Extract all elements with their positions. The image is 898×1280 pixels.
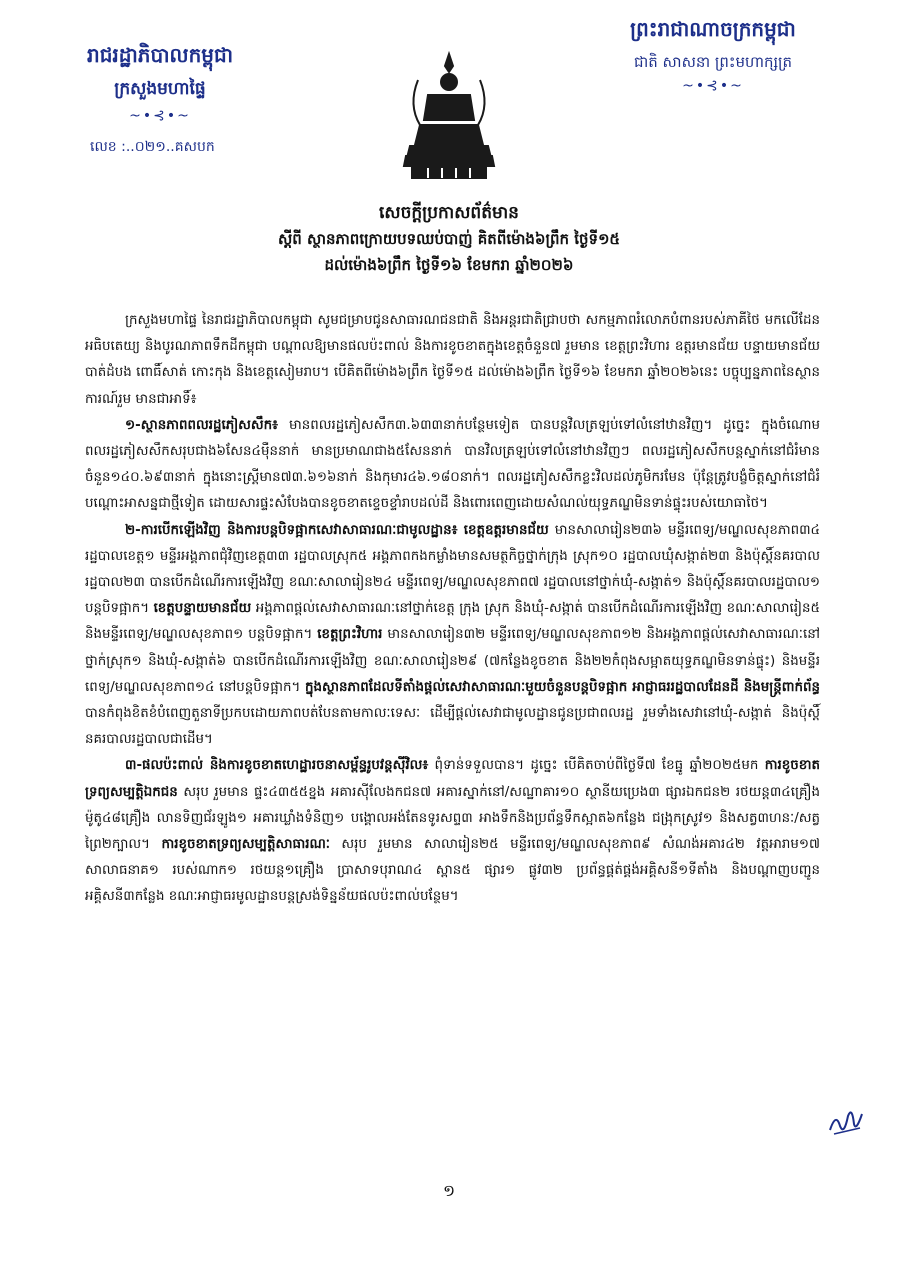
header-right <box>588 14 838 94</box>
kingdom-name: ព្រះរាជាណាចក្រកម្ពុជា <box>630 17 796 41</box>
section-text: សរុប រួមមាន ផ្ទះ៤៣៥៥ខ្នង អគារស៊ីលែងកជន៧ អគារស្នាក់នៅ/សណ្ឋាគារ១០ ស្ថានីយប្រេង៣ ផ្សារឯកជន២ រថយន្ត៣៤គ្រឿង ម៉ូតូ៤៨គ្រឿង លានទិញជ័រឡូង១ អគារឃ្លាំងទំនិញ១ បង្គោលអង់តែនទូរសព្ទ៣ អាងទឹកនិងប្រព័ន្ធទឹកស្អាត៦កន្លែង ជង្រុកស្រូវ១ និងសត្វ៣ហនៈ/សត្វព្រៃ២ក្បាល។ <box>85 784 820 853</box>
section-text: អង្គភាពផ្តល់សេវាសាធារណៈនៅថ្នាក់ខេត្ត ក្រុង ស្រុក និងឃុំ-សង្កាត់ បានបើកដំណើរការឡើងវិញ ខណៈសាលារៀន៥ និងមន្ទីរពេទ្យ/មណ្ឌលសុខភាព១ បន្តបិទផ្អាក។ <box>85 601 820 643</box>
title-line-3: ដល់ម៉ោង៦ព្រឹក ថ្ងៃទី១៦ ខែមករា ឆ្នាំ២០២៦ <box>324 256 574 274</box>
province-heading: ខេត្តព្រះវិហារ <box>317 627 383 643</box>
section-text: មានសាលារៀន៣២ មន្ទីរពេទ្យ/មណ្ឌលសុខភាព១២ និងអង្គភាពផ្តល់សេវាសាធារណៈនៅថ្នាក់ស្រុក១ និងឃុំ-សង្កាត់៦ បានបើកដំណើរការឡើងវិញ ខណៈសាលារៀន២៩ (៧កន្លែងខូចខាត និង២២កំពុងសម្អាតយុទ្ធភណ្ឌមិនទាន់ផ្ទុះ) និងមន្ទីរពេទ្យ/មណ្ឌលសុខភាព១៤ នៅបន្តបិទផ្អាក។ <box>85 627 820 695</box>
royal-emblem-icon <box>398 50 500 185</box>
province-heading: ខេត្តបន្ទាយមានជ័យ <box>153 601 252 617</box>
emphasis-text: ការខូចខាតទ្រព្យសម្បត្តិសាធារណៈ <box>161 837 330 853</box>
ornament-left: ~•⊰•~ <box>129 108 191 124</box>
section-text: មានពលរដ្ឋភៀសសឹក៣.៦៣៣នាក់បន្ថែមទៀត បានបន្តវិលត្រឡប់ទៅលំនៅឋានវិញ។ ដូច្នេះ ក្នុងចំណោមពលរដ្ឋភៀសសឹកសរុបជាង៦សែន៤ម៉ឺននាក់ មានប្រមាណជាង៥សែននាក់ បានវិលត្រឡប់ទៅលំនៅឋានវិញៗ ពលរដ្ឋភៀសសឹកបន្តស្នាក់នៅជំរំមានចំនួន១៤០.៦៩៣នាក់ ក្នុងនោះស្ត្រីមាន៧៣.៦១៦នាក់ និងកុមារ៤៦.១៨០នាក់។ ពលរដ្ឋភៀសសឹកខ្លះវិលដល់ភូមិករមែន ប៉ុន្តែត្រូវបង្ខំចិត្តស្នាក់នៅជំរំបណ្តោះអាសន្នជាថ្មីទៀត ដោយសារផ្ទះសំបែងបានខូចខាតខ្ទេចខ្ទាំរាបដល់ដី និងពោរពេញដោយសំណល់យុទ្ធភណ្ឌមិនទាន់ផ្ទុះរបស់យោធាថៃ។ <box>85 417 820 512</box>
page-number: ១ <box>442 1181 456 1200</box>
section-text: ពុំទាន់ទទួលបាន។ ដូច្នេះ បើគិតចាប់ពីថ្ងៃទី៧ ខែធ្នូ ឆ្នាំ២០២៥មក <box>428 758 765 774</box>
national-motto: ជាតិ សាសនា ព្រះមហាក្សត្រ <box>633 53 793 71</box>
paragraph-intro: ក្រសួងមហាផ្ទៃ នៃរាជរដ្ឋាភិបាលកម្ពុជា សូមជម្រាបជូនសាធារណជនជាតិ និងអន្តរជាតិជ្រាបថា សកម្មភាពរំលោភបំពានរបស់ភាគីថៃ មកលើដែនអធិបតេយ្យ និងបូរណភាពទឹកដីកម្ពុជា បណ្តាលឱ្យមានផលប៉ះពាល់ និងការខូចខាតក្នុងខេត្តចំនួន៧ រួមមាន ខេត្តព្រះវិហារ ឧត្តរមានជ័យ បន្ទាយមានជ័យ បាត់ដំបង ពោធិ៍សាត់ កោះកុង និងខេត្តសៀមរាប។ បើគិតពីម៉ោង៦ព្រឹក ថ្ងៃទី១៥ ដល់ម៉ោង៦ព្រឹក ថ្ងៃទី១៦ ខែមករា ឆ្នាំ២០២៦នេះ បច្ចុប្បន្នភាពនៃស្ថានការណ៍រួម មានជាអាទិ៍៖ <box>85 313 820 407</box>
title-line-2: ស្តីពី ស្ថានភាពក្រោយបទឈប់បាញ់ គិតពីម៉ោង៦ព្រឹក ថ្ងៃទី១៥ <box>277 230 621 248</box>
title-line-1: សេចក្តីប្រកាសព័ត៌មាន <box>379 203 519 223</box>
initial-signature-icon <box>826 1102 866 1142</box>
section-text: បានកំពុងខិតខំបំពេញតួនាទីប្រកបដោយភាពបត់បែនតាមកាលៈទេសៈ ដើម្បីផ្តល់សេវាជាមូលដ្ឋានជូនប្រជាពលរដ្ឋ រួមទាំងសេវានៅឃុំ-សង្កាត់ និងប៉ុស្តិ៍នគរបាលរដ្ឋបាលជាដើម។ <box>85 706 820 748</box>
document-title <box>90 200 808 278</box>
header-left <box>70 40 250 158</box>
section-heading: ១-ស្ថានភាពពលរដ្ឋភៀសសឹក៖ <box>125 417 279 433</box>
paragraph-damage <box>85 753 820 910</box>
government-name: រាជរដ្ឋាភិបាលកម្ពុជា <box>87 43 233 67</box>
emphasis-text: ក្នុងស្ថានភាពដែលទីតាំងផ្តល់សេវាសាធារណៈមួយចំនួនបន្តបិទផ្អាក អាជ្ញាធររដ្ឋបាលដែនដី និងមន្ត្រីពាក់ព័ន្ធ <box>305 679 820 695</box>
ministry-name: ក្រសួងមហាផ្ទៃ <box>114 79 206 99</box>
ornament-right: ~•⊰•~ <box>682 78 744 94</box>
paragraph-refugees <box>85 413 820 518</box>
section-text: សរុប រួមមាន សាលារៀន២៥ មន្ទីរពេទ្យ/មណ្ឌលសុខភាព៩ សំណង់អគារ៤២ វត្តអារាម១៧ សាលាធនាគ១ របស់ណាក១ រថយន្ត១គ្រឿង ប្រាសាទបុរាណ៤ ស្ពាន៥ ផ្សារ១ ផ្លូវ៣២ ប្រព័ន្ធផ្គត់ផ្គង់អគ្គិសនី១ទីតាំង និងបណ្តាញបញ្ជូនអគ្គិសនី៣កន្លែង ខណៈអាជ្ញាធរមូលដ្ឋានបន្តស្រង់ទិន្នន័យផលប៉ះពាល់បន្ថែម។ <box>85 837 821 905</box>
section-text: មានសាលារៀន២៣៦ មន្ទីរពេទ្យ/មណ្ឌលសុខភាព៣៤ រដ្ឋបាលខេត្ត១ មន្ទីរអង្គភាពជុំវិញខេត្ត៣៣ រដ្ឋបាលស្រុក៥ អង្គភាពកងកម្លាំងមានសមត្ថកិច្ចថ្នាក់ក្រុង ស្រុក១០ រដ្ឋបាលឃុំសង្កាត់២៣ និងប៉ុស្តិ៍នគរបាលរដ្ឋបាល២៣ បានបើកដំណើរការឡើងវិញ ខណៈសាលារៀន២៤ មន្ទីរពេទ្យ/មណ្ឌលសុខភាព៧ រដ្ឋបាលនៅថ្នាក់ឃុំ-សង្កាត់១ និងប៉ុស្តិ៍នគរបាលរដ្ឋបាល១ បន្តបិទផ្អាក។ <box>85 522 820 617</box>
emphasis-text: ការខូចខាតទ្រព្យសម្បត្តិឯកជន <box>85 758 820 800</box>
section-heading: ២-ការបើកឡើងវិញ និងការបន្តបិទផ្អាកសេវាសាធារណៈជាមូលដ្ឋាន៖ ខេត្តឧត្តរមានជ័យ <box>125 522 549 538</box>
paragraph-services <box>85 518 820 754</box>
reference-number: លេខ :..០២១..គសបក <box>90 139 215 155</box>
document-body <box>85 308 820 911</box>
section-heading: ៣-ផលប៉ះពាល់ និងការខូចខាតហេដ្ឋារចនាសម្ព័ន្ធរូបវន្តស៊ីវិល៖ <box>125 758 429 774</box>
